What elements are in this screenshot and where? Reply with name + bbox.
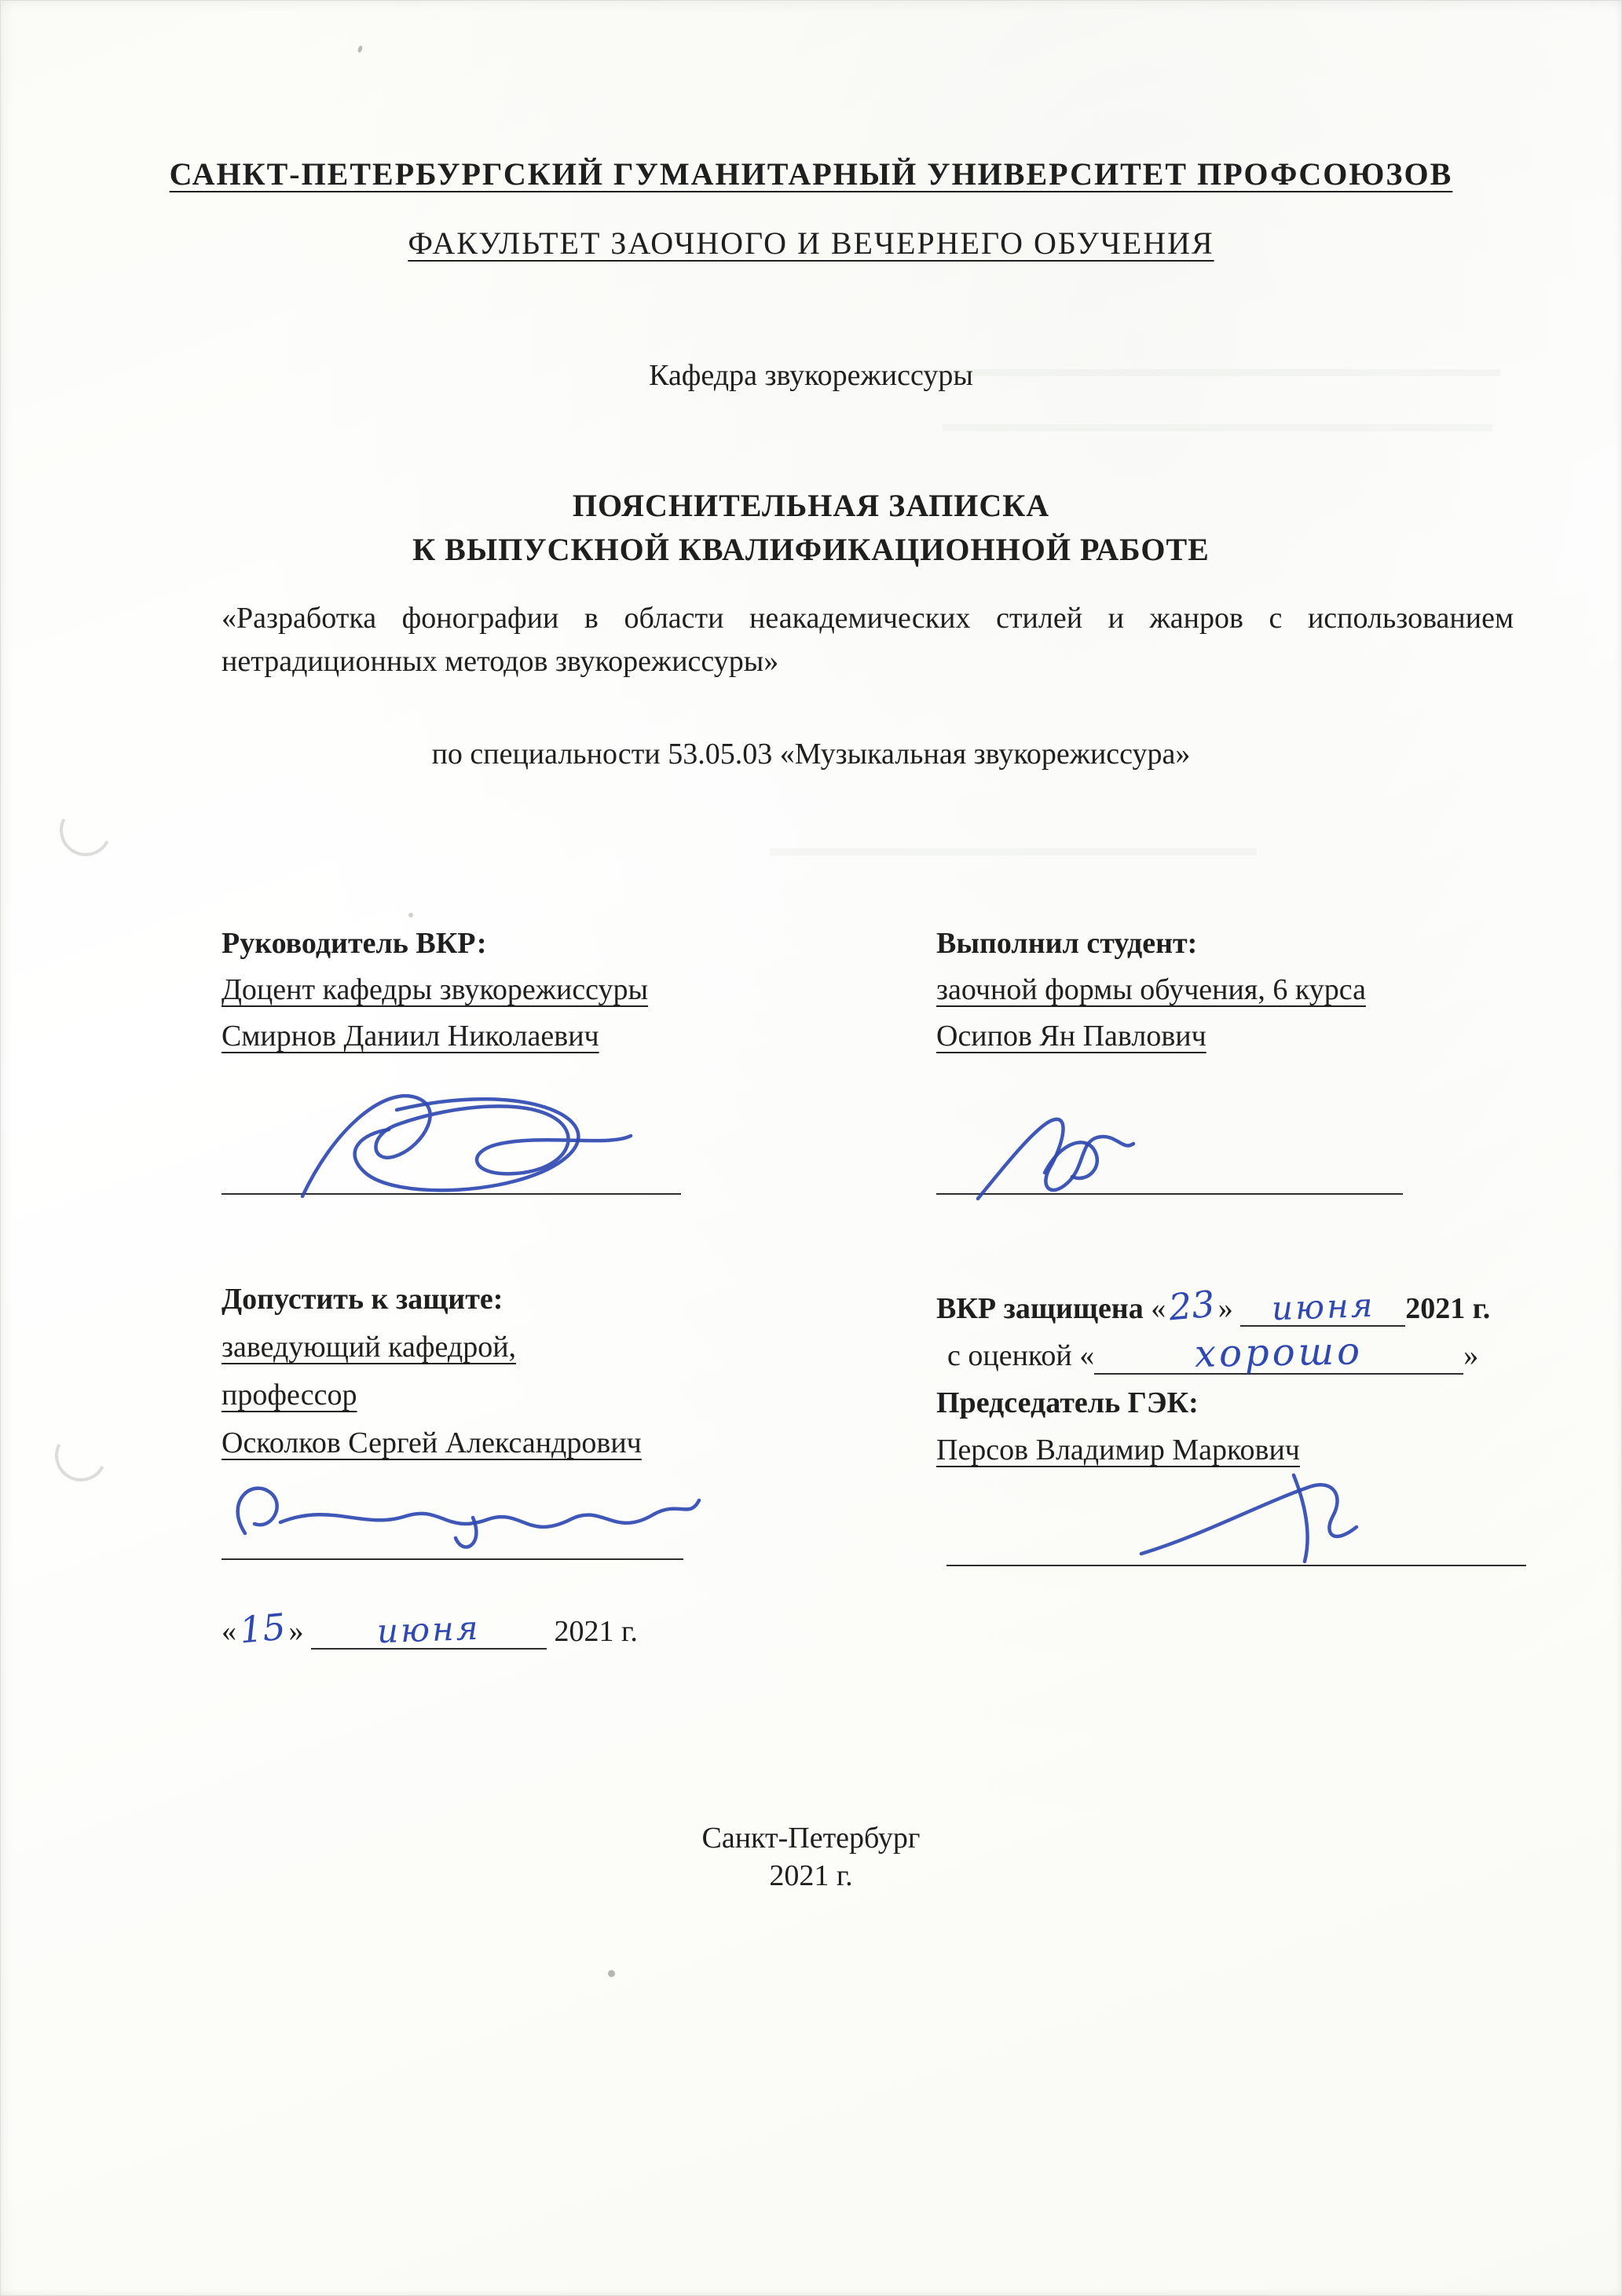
chairman-label: Председатель ГЭК:: [936, 1386, 1199, 1419]
doc-title: [0, 484, 1622, 572]
student-block: [936, 921, 1549, 1060]
admission-date-line: [222, 1607, 638, 1650]
admission-label: Допустить к защите:: [222, 1283, 503, 1316]
admission-name: Осколков Сергей Александрович: [222, 1426, 642, 1459]
admission-date-day: 15: [237, 1605, 287, 1652]
supervisor-block: [222, 921, 771, 1060]
defense-date-day: 23: [1166, 1282, 1217, 1329]
student-signature: [962, 1098, 1143, 1216]
admission-date-month: июня: [376, 1608, 481, 1651]
footer-block: [0, 1819, 1622, 1895]
defense-month-line: [1240, 1285, 1405, 1328]
scan-noise-band: [903, 369, 1500, 376]
grade-value: хорошо: [1194, 1329, 1364, 1376]
admission-position-1: заведующий кафедрой,: [222, 1331, 517, 1364]
quote-close-mark: »: [288, 1615, 304, 1648]
quote-close-mark: »: [1217, 1292, 1233, 1325]
supervisor-position: Доцент кафедры звукорежиссуры: [222, 973, 649, 1006]
scan-speck: [357, 45, 364, 53]
supervisor-signature: [279, 1075, 648, 1212]
footer-year: 2021 г.: [769, 1859, 853, 1892]
student-label: Выполнил студент:: [936, 927, 1198, 960]
student-details: заочной формы обучения, 6 курса: [936, 973, 1366, 1006]
chairman-signature: [1127, 1461, 1386, 1579]
thesis-topic: «Разработка фонографии в области неакадемических стилей и жанров с использованием нетрадиционных методов звукорежиссуры»: [222, 602, 1514, 678]
quote-close-mark: »: [1463, 1339, 1479, 1372]
admission-signature: [214, 1469, 708, 1571]
specialty-line: по специальности 53.05.03 «Музыкальная звукорежиссура»: [431, 738, 1191, 771]
scan-noise-band: [770, 848, 1257, 855]
supervisor-label: Руководитель ВКР:: [222, 927, 487, 960]
admission-date-year: 2021 г.: [554, 1615, 638, 1648]
doc-title-line1: ПОЯСНИТЕЛЬНАЯ ЗАПИСКА: [572, 488, 1050, 523]
defense-date-year: 2021 г.: [1405, 1292, 1491, 1325]
admission-month-line: [311, 1608, 547, 1651]
admission-block: [222, 1276, 787, 1467]
scan-noise-band: [943, 424, 1492, 431]
admission-position-2: профессор: [222, 1379, 357, 1412]
defense-date-month: июня: [1270, 1285, 1375, 1328]
quote-open-mark: «: [1079, 1339, 1095, 1372]
university-name: САНКТ-ПЕТЕРБУРГСКИЙ ГУМАНИТАРНЫЙ УНИВЕРСИТЕТ ПРОФСОЮЗОВ: [169, 156, 1453, 192]
scan-speck: [408, 913, 413, 917]
punch-hole-mark-top: [53, 797, 118, 862]
department-name: Кафедра звукорежиссуры: [649, 359, 973, 392]
defense-status-line: [936, 1282, 1557, 1332]
chairman-name: Персов Владимир Маркович: [936, 1434, 1300, 1467]
footer-city: Санкт-Петербург: [701, 1822, 921, 1855]
faculty-name: ФАКУЛЬТЕТ ЗАОЧНОГО И ВЕЧЕРНЕГО ОБУЧЕНИЯ: [408, 225, 1214, 261]
defense-block: [936, 1282, 1557, 1474]
quote-open-mark: «: [222, 1615, 236, 1648]
grade-label: с оценкой: [947, 1339, 1072, 1372]
scan-speck: [608, 1970, 615, 1977]
grade-value-line: [1094, 1329, 1463, 1376]
supervisor-name: Смирнов Даниил Николаевич: [222, 1020, 599, 1053]
defense-grade-line: [936, 1329, 1557, 1379]
quote-open-mark: «: [1151, 1292, 1166, 1325]
punch-hole-mark-bottom: [48, 1423, 113, 1488]
student-name: Осипов Ян Павлович: [936, 1020, 1206, 1053]
defense-label: ВКР защищена: [936, 1292, 1144, 1325]
doc-title-line2: К ВЫПУСКНОЙ КВАЛИФИКАЦИОННОЙ РАБОТЕ: [412, 532, 1210, 567]
